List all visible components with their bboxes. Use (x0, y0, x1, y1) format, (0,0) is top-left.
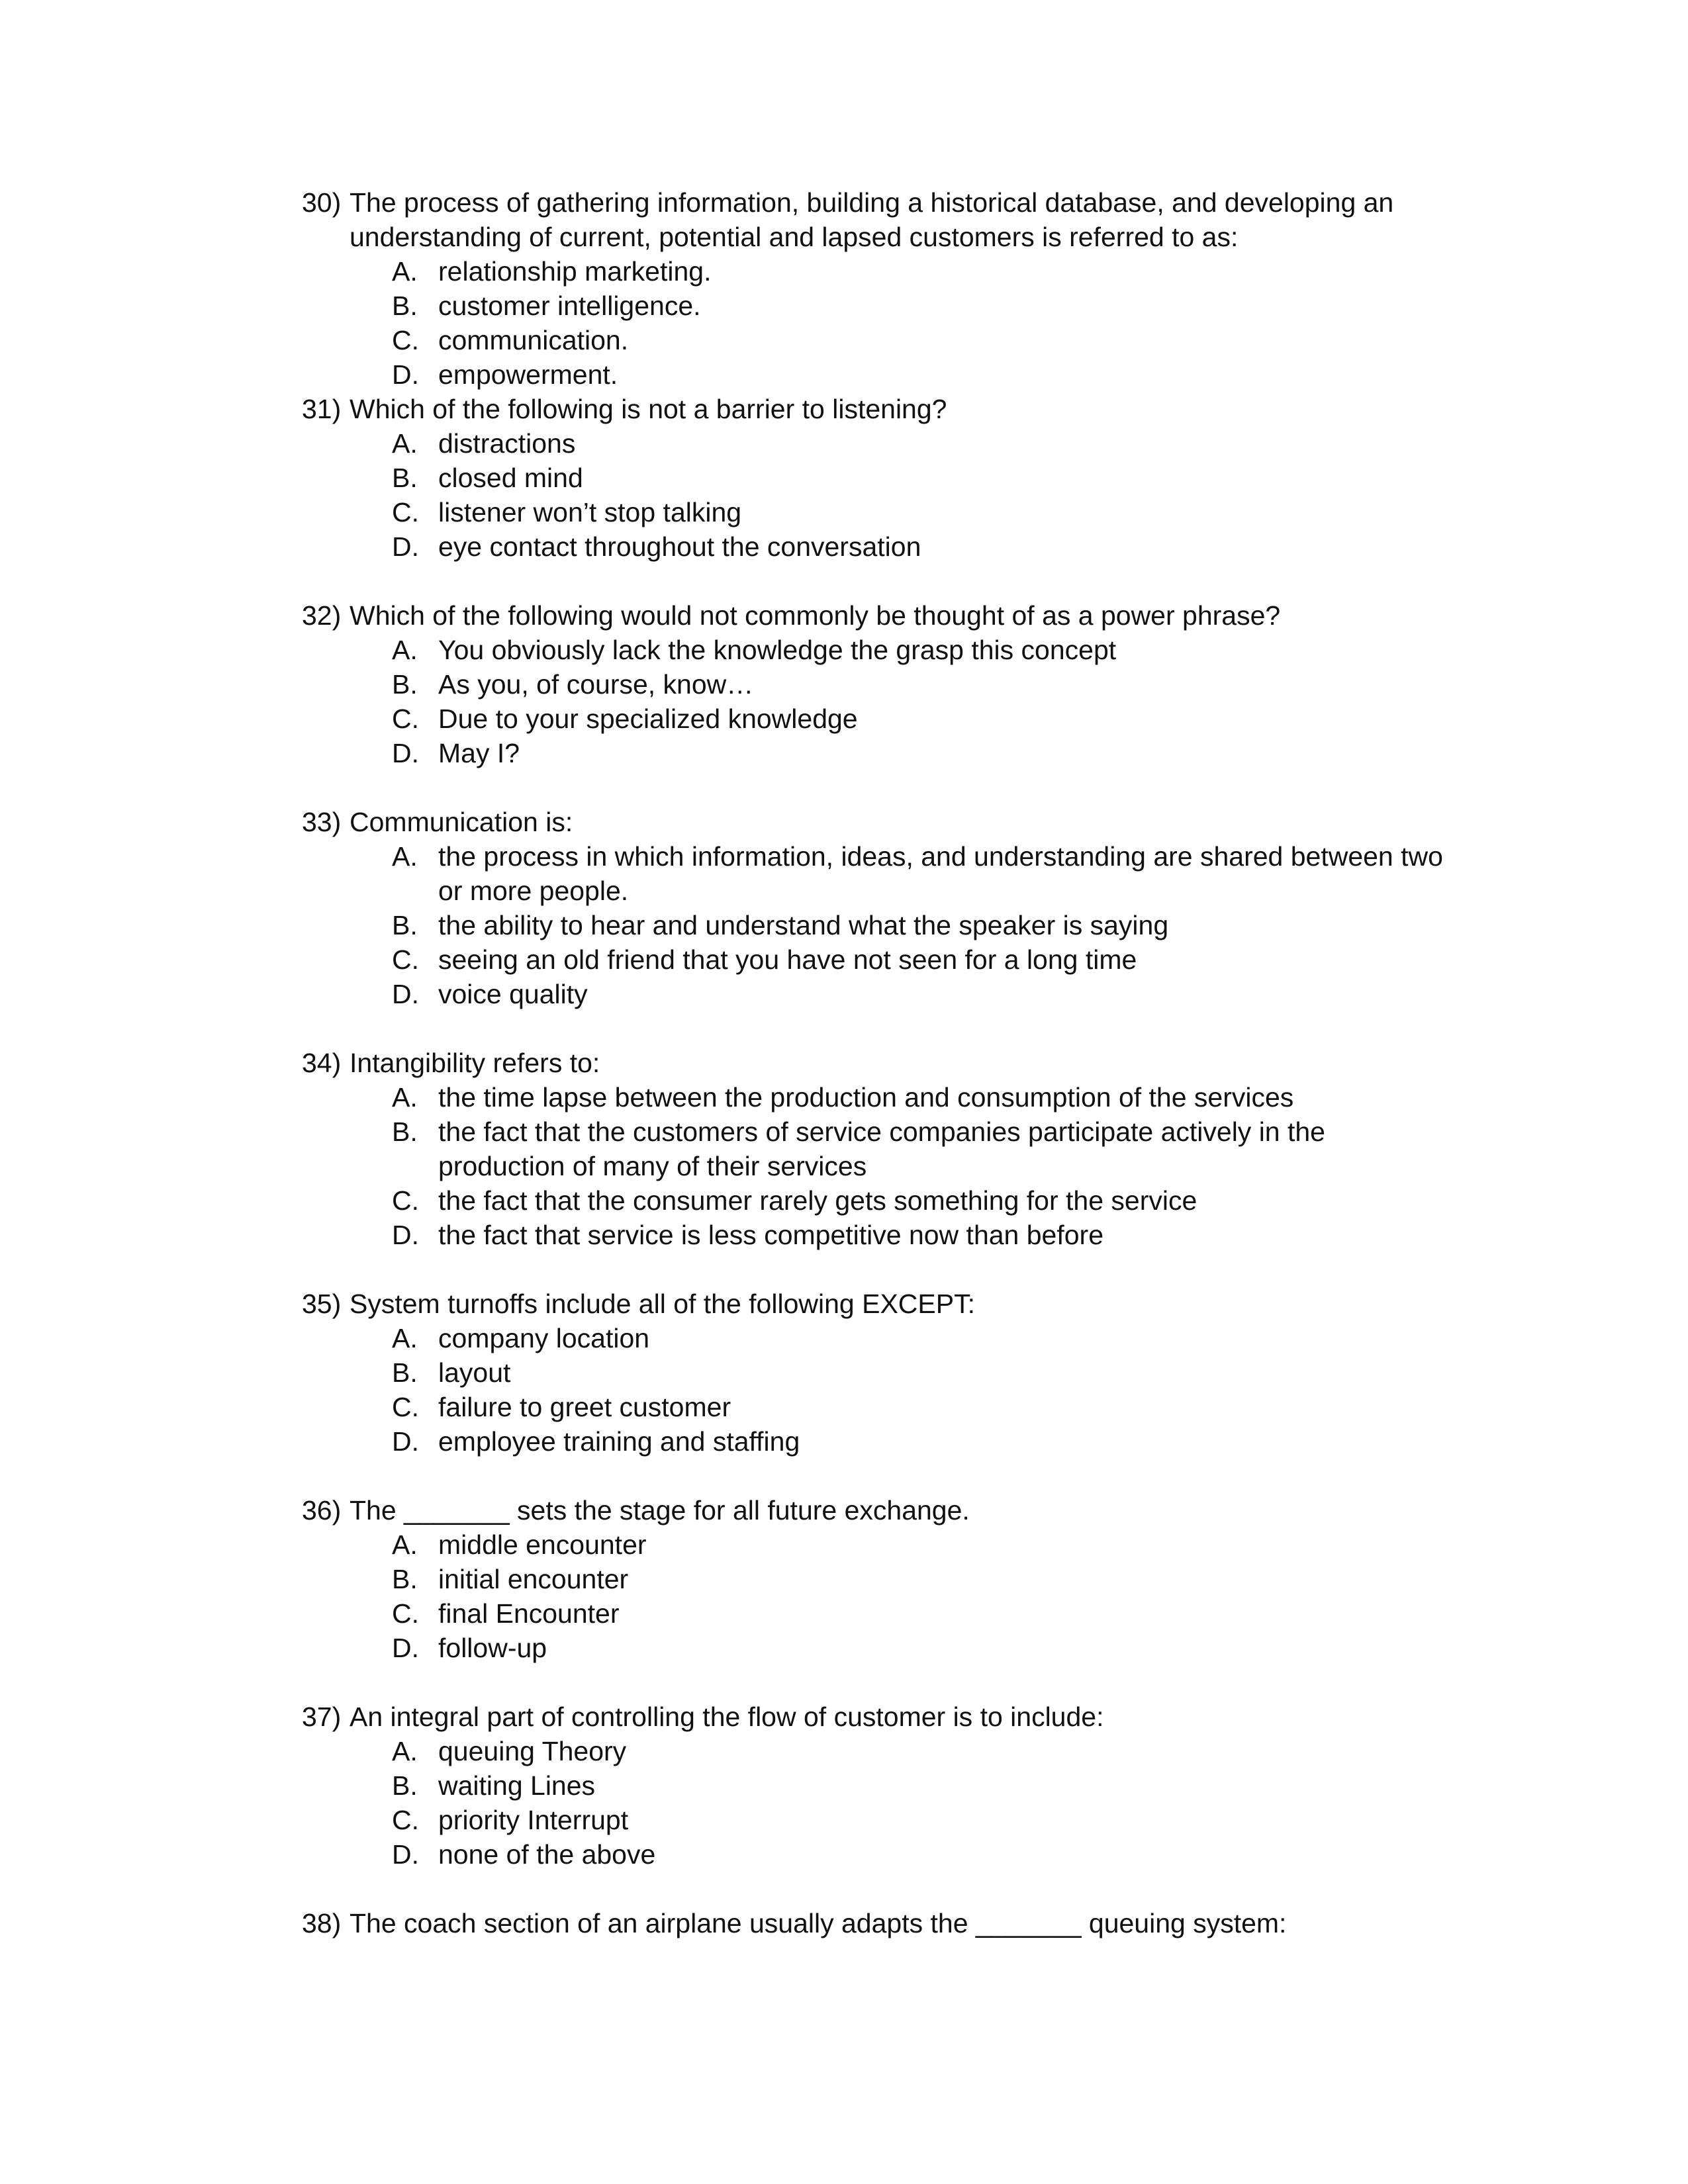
question-31 (302, 392, 1440, 564)
option-text: queuing Theory (438, 1736, 627, 1766)
option-a (302, 1080, 1440, 1115)
option-text: You obviously lack the knowledge the grasp this concept (438, 635, 1117, 665)
question-36 (302, 1493, 1440, 1665)
option-text: communication. (438, 325, 629, 355)
question-line (302, 1046, 1440, 1080)
option-text: eye contact throughout the conversation (438, 531, 921, 562)
question-32 (302, 598, 1440, 770)
option-text: final Encounter (438, 1598, 620, 1629)
option-text: layout (438, 1357, 511, 1388)
question-number: 33) (302, 807, 342, 837)
option-letter: D. (392, 738, 419, 768)
question-line (302, 1493, 1440, 1527)
option-letter: B. (392, 291, 418, 321)
question-number: 37) (302, 1702, 342, 1732)
option-text: waiting Lines (438, 1770, 596, 1801)
option-text: the process in which information, ideas, and understanding are shared between two (438, 841, 1443, 872)
question-text: Intangibility refers to: (350, 1048, 600, 1078)
option-a (302, 1734, 1440, 1768)
option-c (302, 1183, 1440, 1218)
option-letter: C. (392, 944, 419, 975)
option-text: closed mind (438, 463, 583, 493)
option-text: May I? (438, 738, 520, 768)
option-d (302, 736, 1440, 770)
option-text: customer intelligence. (438, 291, 701, 321)
question-text: Communication is: (350, 807, 573, 837)
question-number: 38) (302, 1908, 342, 1938)
option-letter: C. (392, 497, 419, 527)
option-text-continued: or more people. (438, 876, 629, 906)
option-letter: C. (392, 1805, 419, 1835)
option-b (302, 1115, 1440, 1149)
option-a (302, 426, 1440, 461)
question-text-continued: understanding of current, potential and lapsed customers is referred to as: (350, 222, 1239, 252)
option-b (302, 289, 1440, 323)
option-text: failure to greet customer (438, 1392, 731, 1422)
option-c (302, 702, 1440, 736)
option-letter: D. (392, 1839, 419, 1870)
option-d (302, 529, 1440, 564)
option-a (302, 254, 1440, 289)
option-text: the fact that the customers of service companies participate actively in the (438, 1116, 1325, 1147)
option-letter: B. (392, 1116, 418, 1147)
question-number: 34) (302, 1048, 342, 1078)
option-letter: A. (392, 635, 418, 665)
option-c (302, 1803, 1440, 1837)
option-a (302, 839, 1443, 874)
option-b (302, 1768, 1440, 1803)
question-number: 32) (302, 600, 342, 631)
option-text: company location (438, 1323, 650, 1353)
question-text: System turnoffs include all of the following EXCEPT: (350, 1289, 975, 1319)
option-text: priority Interrupt (438, 1805, 629, 1835)
question-number: 36) (302, 1495, 342, 1525)
option-a (302, 1321, 1440, 1355)
question-30 (302, 185, 1440, 392)
option-text: follow-up (438, 1633, 547, 1663)
option-text: As you, of course, know… (438, 669, 754, 700)
option-letter: C. (392, 325, 419, 355)
option-text: the time lapse between the production and consumption of the services (438, 1082, 1294, 1113)
option-b (302, 1355, 1440, 1390)
question-38 (302, 1906, 1440, 1940)
question-number: 30) (302, 187, 342, 218)
option-d (302, 1218, 1440, 1252)
option-text: initial encounter (438, 1564, 629, 1594)
option-letter: A. (392, 1082, 418, 1113)
option-letter: A. (392, 256, 418, 287)
option-a (302, 633, 1440, 667)
option-text: seeing an old friend that you have not seen for a long time (438, 944, 1137, 975)
option-letter: A. (392, 1529, 418, 1560)
question-37 (302, 1700, 1440, 1872)
question-number: 31) (302, 394, 342, 424)
option-d (302, 1837, 1440, 1872)
question-text: The _______ sets the stage for all future exchange. (350, 1495, 970, 1525)
option-c (302, 323, 1440, 357)
question-line (302, 392, 1440, 426)
question-text: The coach section of an airplane usually adapts the _______ queuing system: (350, 1908, 1287, 1938)
option-letter: C. (392, 1392, 419, 1422)
option-text: middle encounter (438, 1529, 647, 1560)
option-letter: A. (392, 841, 418, 872)
option-text: listener won’t stop talking (438, 497, 742, 527)
question-33 (302, 805, 1443, 1011)
question-line (302, 185, 1440, 220)
option-c (302, 1596, 1440, 1631)
option-letter: C. (392, 1598, 419, 1629)
question-line (302, 805, 1440, 839)
option-d (302, 977, 1440, 1011)
option-letter: D. (392, 359, 419, 390)
question-35 (302, 1287, 1440, 1459)
question-text: Which of the following is not a barrier to listening? (350, 394, 947, 424)
option-a (302, 1527, 1440, 1562)
option-letter: B. (392, 1357, 418, 1388)
option-c (302, 942, 1440, 977)
option-text: the ability to hear and understand what the speaker is saying (438, 910, 1169, 940)
option-text: the fact that the consumer rarely gets something for the service (438, 1185, 1197, 1216)
question-line (302, 1906, 1440, 1940)
option-c (302, 1390, 1440, 1424)
option-d (302, 1424, 1440, 1459)
option-letter: A. (392, 1736, 418, 1766)
option-text: the fact that service is less competitive now than before (438, 1220, 1104, 1250)
option-letter: B. (392, 910, 418, 940)
question-number: 35) (302, 1289, 342, 1319)
option-text: voice quality (438, 979, 588, 1009)
option-text: empowerment. (438, 359, 618, 390)
option-text: employee training and staffing (438, 1426, 800, 1457)
option-c (302, 495, 1440, 529)
option-b (302, 461, 1440, 495)
option-b (302, 1562, 1440, 1596)
question-text: Which of the following would not commonly be thought of as a power phrase? (350, 600, 1281, 631)
option-b (302, 667, 1440, 702)
option-letter: A. (392, 428, 418, 459)
option-d (302, 357, 1440, 392)
option-text: distractions (438, 428, 576, 459)
option-letter: B. (392, 1564, 418, 1594)
option-letter: D. (392, 979, 419, 1009)
question-34 (302, 1046, 1440, 1252)
option-letter: D. (392, 531, 419, 562)
option-letter: D. (392, 1426, 419, 1457)
option-d (302, 1631, 1440, 1665)
question-line (302, 1287, 1440, 1321)
option-text: relationship marketing. (438, 256, 712, 287)
option-letter: D. (392, 1633, 419, 1663)
question-text: An integral part of controlling the flow of customer is to include: (350, 1702, 1104, 1732)
option-letter: D. (392, 1220, 419, 1250)
option-letter: B. (392, 669, 418, 700)
question-line (302, 598, 1440, 633)
option-letter: C. (392, 704, 419, 734)
option-letter: B. (392, 1770, 418, 1801)
option-b (302, 908, 1440, 942)
question-text: The process of gathering information, building a historical database, and developing an (350, 187, 1394, 218)
option-text: Due to your specialized knowledge (438, 704, 858, 734)
option-letter: B. (392, 463, 418, 493)
question-line (302, 1700, 1440, 1734)
option-text-continued: production of many of their services (438, 1151, 867, 1181)
option-letter: C. (392, 1185, 419, 1216)
option-text: none of the above (438, 1839, 656, 1870)
option-letter: A. (392, 1323, 418, 1353)
